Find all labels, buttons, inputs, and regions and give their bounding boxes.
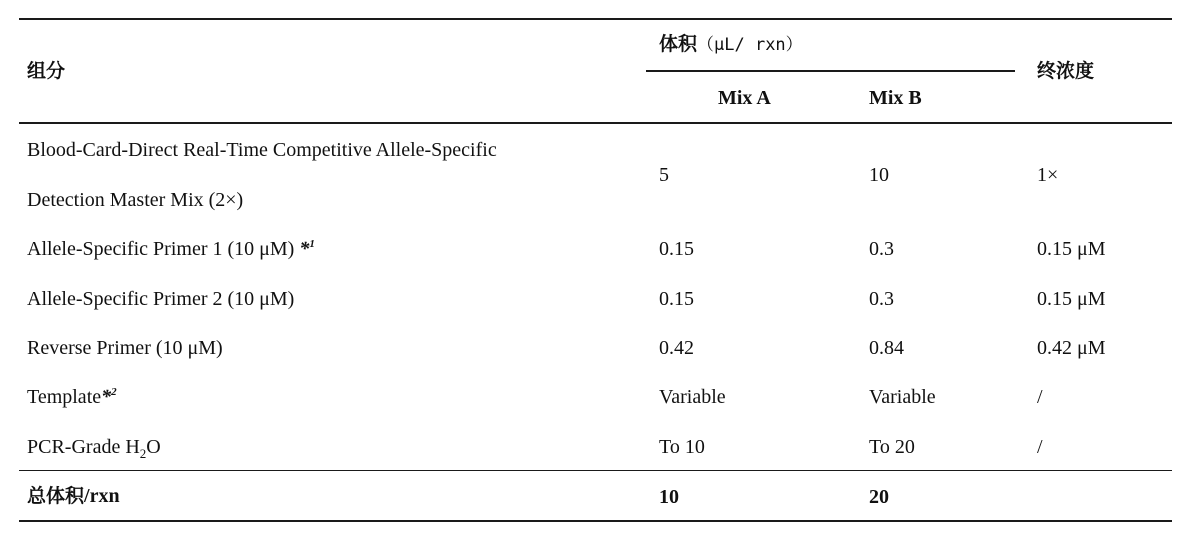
- row1-mix-a: 5: [659, 164, 669, 186]
- row1-mix-b: 10: [869, 164, 889, 186]
- row3-mix-a: 0.15: [659, 288, 694, 310]
- row6-component-prefix: PCR-Grade H: [27, 436, 140, 458]
- row4-final: 0.42 μM: [1037, 337, 1106, 359]
- header-mix-b: Mix B: [869, 87, 922, 109]
- row5-final: /: [1037, 386, 1043, 408]
- header-volume-unit: （μL/ rxn）: [697, 35, 803, 55]
- row5-footnote-number: 2: [111, 386, 117, 398]
- row5-component: [27, 387, 117, 407]
- row1-component-line1: Blood-Card-Direct Real-Time Competitive Allele-Specific: [27, 139, 497, 161]
- row5-mix-b: Variable: [869, 386, 936, 408]
- row1-final: 1×: [1037, 164, 1059, 186]
- table-top-rule: [19, 18, 1172, 20]
- total-label: [27, 486, 120, 506]
- header-component: 组分: [27, 60, 66, 82]
- header-volume: [659, 35, 803, 54]
- row5-mix-a: Variable: [659, 386, 726, 408]
- row4-mix-b: 0.84: [869, 337, 904, 359]
- row3-final: 0.15 μM: [1037, 288, 1106, 310]
- row4-component: Reverse Primer (10 μM): [27, 337, 223, 359]
- volume-header-rule: [646, 70, 1015, 72]
- row2-footnote-mark: *: [299, 238, 310, 260]
- header-mix-a: Mix A: [718, 87, 771, 109]
- total-mix-a: 10: [659, 486, 679, 508]
- total-label-cn: 总体积: [27, 485, 85, 507]
- total-mix-b: 20: [869, 486, 889, 508]
- row6-component: [27, 436, 161, 461]
- row4-mix-a: 0.42: [659, 337, 694, 359]
- row2-footnote-number: 1: [309, 238, 315, 250]
- header-bottom-rule: [19, 122, 1172, 124]
- row6-component-suffix: O: [146, 436, 161, 458]
- row6-mix-a: To 10: [659, 436, 705, 458]
- row1-component-line2: Detection Master Mix (2×): [27, 189, 244, 211]
- row2-mix-b: 0.3: [869, 238, 894, 260]
- row2-component-label: Allele-Specific Primer 1 (10 μM): [27, 238, 300, 260]
- row5-component-label: Template: [27, 386, 102, 408]
- row6-component-subscript: 2: [139, 446, 147, 461]
- row2-final: 0.15 μM: [1037, 238, 1106, 260]
- row2-component: [27, 239, 315, 259]
- total-row-top-rule: [19, 470, 1172, 471]
- row6-final: /: [1037, 436, 1043, 458]
- row5-footnote-mark: *: [101, 386, 112, 408]
- row3-mix-b: 0.3: [869, 288, 894, 310]
- header-volume-label: 体积: [659, 33, 698, 55]
- row6-mix-b: To 20: [869, 436, 915, 458]
- table-bottom-rule: [19, 520, 1172, 522]
- row2-mix-a: 0.15: [659, 238, 694, 260]
- row3-component: Allele-Specific Primer 2 (10 μM): [27, 288, 295, 310]
- header-final-concentration: 终浓度: [1037, 60, 1095, 82]
- total-label-suffix: /rxn: [84, 485, 120, 507]
